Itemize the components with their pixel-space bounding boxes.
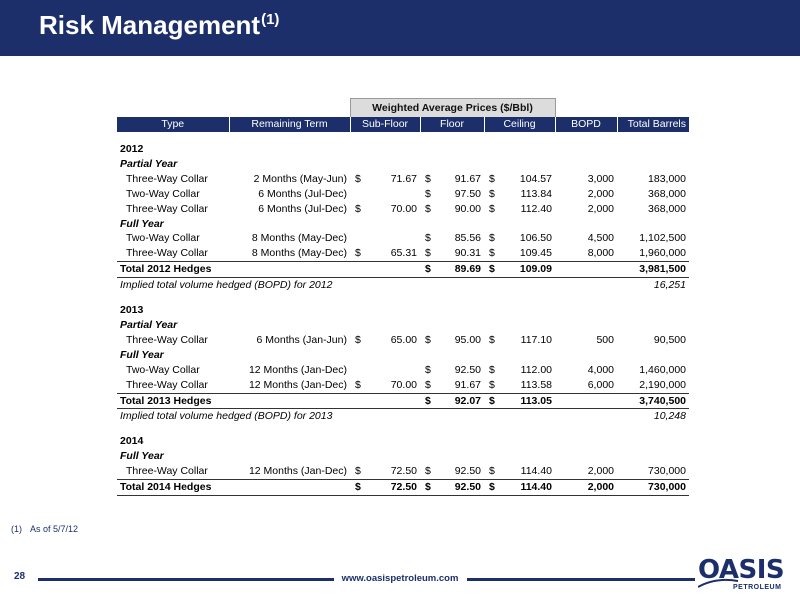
floor-cell — [420, 363, 484, 378]
year-label: 2013 — [120, 304, 144, 317]
bopd-cell: 2,000 — [587, 187, 614, 200]
remaining-term-cell: 2 Months (May-Jun) — [253, 172, 347, 185]
floor-cell — [420, 172, 484, 187]
cell-value: 117.10 — [520, 333, 552, 346]
floor-cell — [420, 480, 484, 496]
remaining-term-cell: 8 Months (May-Dec) — [251, 247, 347, 260]
cell-value: 92.50 — [454, 481, 481, 494]
currency-symbol: $ — [489, 172, 495, 185]
bopd-cell: 3,000 — [587, 172, 614, 185]
currency-symbol: $ — [425, 333, 431, 346]
cell-value: 112.00 — [520, 363, 552, 376]
currency-symbol: $ — [425, 481, 431, 494]
section-label: Full Year — [120, 450, 164, 463]
logo-wordmark: OASIS — [698, 555, 785, 585]
implied-volume-row — [117, 278, 689, 293]
total-barrels-cell: 1,460,000 — [639, 363, 686, 376]
section-heading-row — [117, 318, 689, 333]
cell-value: 91.67 — [454, 378, 481, 391]
table-row — [117, 231, 689, 246]
column-header-bopd: BOPD — [555, 117, 617, 132]
ceiling-cell — [484, 464, 555, 479]
bopd-cell: 2,000 — [587, 202, 614, 215]
currency-symbol: $ — [425, 363, 431, 376]
bopd-cell: 6,000 — [587, 378, 614, 391]
currency-symbol: $ — [489, 202, 495, 215]
bopd-cell: 500 — [596, 333, 614, 346]
hedge-table-body — [117, 132, 689, 495]
column-header-ceiling: Ceiling — [484, 117, 555, 132]
table-row — [117, 246, 689, 261]
total-hedges-row — [117, 262, 689, 278]
section-label: Full Year — [120, 348, 164, 361]
total-barrels-cell: 90,500 — [653, 333, 686, 346]
bopd-cell — [555, 393, 617, 409]
cell-value: 91.67 — [454, 172, 481, 185]
footer-website: www.oasispetroleum.com — [341, 573, 459, 584]
sub-floor-cell — [350, 231, 420, 246]
ceiling-cell — [484, 172, 555, 187]
cell-value: 65.00 — [390, 333, 417, 346]
table-row — [117, 333, 689, 348]
table-row — [117, 363, 689, 378]
table-row — [117, 464, 689, 479]
sub-floor-cell — [350, 333, 420, 348]
cell-value: 109.45 — [519, 247, 552, 260]
year-label: 2012 — [120, 143, 144, 155]
currency-symbol: $ — [489, 363, 495, 376]
currency-symbol: $ — [489, 232, 495, 245]
title-footnote-marker: (1) — [261, 11, 280, 28]
bopd-cell: 4,500 — [587, 232, 614, 245]
section-label: Full Year — [120, 217, 164, 230]
currency-symbol: $ — [425, 232, 431, 245]
ceiling-cell — [484, 246, 555, 261]
section-heading-row — [117, 449, 689, 464]
sub-floor-cell — [350, 363, 420, 378]
cell-value: 90.31 — [454, 247, 481, 260]
bopd-cell: 4,000 — [587, 363, 614, 376]
ceiling-cell — [484, 231, 555, 246]
floor-cell — [420, 187, 484, 202]
sub-floor-cell — [350, 246, 420, 261]
cell-value: 85.56 — [454, 232, 481, 245]
hedge-table-container — [117, 98, 686, 496]
cell-value: 89.69 — [454, 263, 481, 276]
bopd-cell — [555, 262, 617, 278]
total-label: Total 2012 Hedges — [117, 262, 350, 278]
year-heading-row — [117, 434, 689, 449]
section-label: Partial Year — [120, 157, 178, 170]
logo-swoosh-icon — [698, 575, 738, 591]
cell-value: 109.09 — [519, 263, 552, 276]
year-heading-row — [117, 303, 689, 318]
column-header-total-barrels: Total Barrels — [617, 117, 689, 132]
table-row — [117, 187, 689, 202]
implied-value: 10,248 — [653, 410, 686, 423]
section-label: Partial Year — [120, 318, 178, 331]
bopd-cell: 2,000 — [587, 465, 614, 478]
ceiling-cell — [484, 202, 555, 217]
ceiling-cell — [484, 480, 555, 496]
implied-label: Implied total volume hedged (BOPD) for 2013 — [120, 410, 333, 423]
cell-value: 70.00 — [390, 378, 417, 391]
total-barrels-cell: 730,000 — [617, 480, 689, 496]
sub-floor-cell — [350, 393, 420, 409]
sub-floor-cell — [350, 262, 420, 278]
total-hedges-row — [117, 480, 689, 496]
cell-value: 71.67 — [390, 172, 417, 185]
implied-value: 16,251 — [653, 279, 686, 292]
cell-value: 92.50 — [454, 363, 481, 376]
currency-symbol: $ — [355, 333, 361, 346]
currency-symbol: $ — [425, 465, 431, 478]
remaining-term-cell: 6 Months (Jan-Jun) — [256, 333, 347, 346]
floor-cell — [420, 262, 484, 278]
oasis-logo-icon — [698, 557, 794, 595]
floor-cell — [420, 333, 484, 348]
ceiling-cell — [484, 187, 555, 202]
total-barrels-cell: 368,000 — [648, 202, 686, 215]
price-group-header-row — [117, 99, 689, 118]
sub-floor-cell — [350, 480, 420, 496]
cell-value: 72.50 — [390, 481, 417, 494]
currency-symbol: $ — [489, 247, 495, 260]
column-header-floor: Floor — [420, 117, 484, 132]
currency-symbol: $ — [425, 172, 431, 185]
cell-value: 97.50 — [454, 187, 481, 200]
remaining-term-cell: 8 Months (May-Dec) — [251, 232, 347, 245]
total-label: Total 2013 Hedges — [117, 393, 350, 409]
cell-value: 92.50 — [454, 465, 481, 478]
hedge-table — [117, 98, 689, 496]
currency-symbol: $ — [425, 187, 431, 200]
spacer-row — [117, 293, 689, 303]
remaining-term-cell: 12 Months (Jan-Dec) — [248, 378, 347, 391]
total-barrels-cell: 368,000 — [648, 187, 686, 200]
type-cell: Two-Way Collar — [126, 232, 200, 245]
cell-value: 90.00 — [454, 202, 481, 215]
footer-rule-right — [467, 578, 695, 581]
cell-value: 112.40 — [520, 202, 552, 215]
currency-symbol: $ — [489, 465, 495, 478]
floor-cell — [420, 202, 484, 217]
footer-rule-left — [38, 578, 334, 581]
type-cell: Two-Way Collar — [126, 187, 200, 200]
footnote-marker: (1) — [11, 524, 22, 534]
currency-symbol: $ — [489, 187, 495, 200]
page-title-text: Risk Management — [39, 10, 261, 40]
type-cell: Three-Way Collar — [126, 202, 208, 215]
currency-symbol: $ — [425, 394, 431, 407]
currency-symbol: $ — [489, 333, 495, 346]
cell-value: 106.50 — [519, 232, 552, 245]
currency-symbol: $ — [355, 481, 361, 494]
bopd-cell: 8,000 — [587, 247, 614, 260]
footnote — [11, 524, 78, 534]
footnote-text: As of 5/7/12 — [30, 524, 79, 534]
type-cell: Three-Way Collar — [126, 172, 208, 185]
remaining-term-cell: 12 Months (Jan-Dec) — [248, 465, 347, 478]
total-barrels-cell: 1,102,500 — [639, 232, 686, 245]
spacer-row — [117, 424, 689, 434]
section-heading-row — [117, 217, 689, 232]
ceiling-cell — [484, 333, 555, 348]
total-barrels-cell: 183,000 — [648, 172, 686, 185]
cell-value: 114.40 — [520, 465, 552, 478]
type-cell: Two-Way Collar — [126, 363, 200, 376]
page-title — [39, 10, 279, 41]
ceiling-cell — [484, 393, 555, 409]
total-label: Total 2014 Hedges — [117, 480, 350, 496]
table-row — [117, 202, 689, 217]
floor-cell — [420, 393, 484, 409]
logo-subtitle: PETROLEUM — [733, 584, 782, 591]
bopd-cell: 2,000 — [555, 480, 617, 496]
ceiling-cell — [484, 262, 555, 278]
currency-symbol: $ — [489, 263, 495, 276]
type-cell: Three-Way Collar — [126, 378, 208, 391]
sub-floor-cell — [350, 464, 420, 479]
currency-symbol: $ — [425, 202, 431, 215]
sub-floor-cell — [350, 378, 420, 393]
total-barrels-cell: 3,740,500 — [617, 393, 689, 409]
cell-value: 92.07 — [454, 394, 481, 407]
type-cell: Three-Way Collar — [126, 465, 208, 478]
title-bar — [0, 0, 800, 56]
currency-symbol: $ — [355, 202, 361, 215]
remaining-term-cell: 6 Months (Jul-Dec) — [258, 202, 347, 215]
cell-value: 95.00 — [454, 333, 481, 346]
column-header-type: Type — [117, 117, 229, 132]
type-cell: Three-Way Collar — [126, 247, 208, 260]
currency-symbol: $ — [489, 481, 495, 494]
spacer-row — [117, 132, 689, 142]
sub-floor-cell — [350, 187, 420, 202]
floor-cell — [420, 378, 484, 393]
sub-floor-cell — [350, 172, 420, 187]
ceiling-cell — [484, 378, 555, 393]
column-header-row — [117, 117, 689, 132]
total-barrels-cell: 2,190,000 — [639, 378, 686, 391]
cell-value: 113.84 — [520, 187, 552, 200]
table-row — [117, 172, 689, 187]
currency-symbol: $ — [355, 378, 361, 391]
floor-cell — [420, 231, 484, 246]
ceiling-cell — [484, 363, 555, 378]
currency-symbol: $ — [355, 465, 361, 478]
floor-cell — [420, 246, 484, 261]
implied-label: Implied total volume hedged (BOPD) for 2012 — [120, 279, 333, 292]
cell-value: 70.00 — [390, 202, 417, 215]
cell-value: 65.31 — [390, 247, 417, 260]
total-barrels-cell: 730,000 — [648, 465, 686, 478]
currency-symbol: $ — [425, 378, 431, 391]
currency-symbol: $ — [355, 247, 361, 260]
floor-cell — [420, 464, 484, 479]
currency-symbol: $ — [425, 247, 431, 260]
total-hedges-row — [117, 393, 689, 409]
remaining-term-cell: 6 Months (Jul-Dec) — [258, 187, 347, 200]
implied-volume-row — [117, 409, 689, 424]
year-heading-row — [117, 142, 689, 157]
cell-value: 113.05 — [520, 394, 552, 407]
column-header-remaining-term: Remaining Term — [229, 117, 350, 132]
weighted-average-prices-header: Weighted Average Prices ($/Bbl) — [350, 99, 555, 118]
currency-symbol: $ — [489, 394, 495, 407]
table-row — [117, 378, 689, 393]
total-barrels-cell: 1,960,000 — [639, 247, 686, 260]
total-barrels-cell: 3,981,500 — [617, 262, 689, 278]
cell-value: 72.50 — [390, 465, 417, 478]
section-heading-row — [117, 348, 689, 363]
remaining-term-cell: 12 Months (Jan-Dec) — [248, 363, 347, 376]
type-cell: Three-Way Collar — [126, 333, 208, 346]
sub-floor-cell — [350, 202, 420, 217]
column-header-sub-floor: Sub-Floor — [350, 117, 420, 132]
year-label: 2014 — [120, 435, 144, 448]
section-heading-row — [117, 157, 689, 172]
cell-value: 113.58 — [520, 378, 552, 391]
page-number: 28 — [14, 571, 26, 582]
cell-value: 104.57 — [519, 172, 552, 185]
currency-symbol: $ — [489, 378, 495, 391]
currency-symbol: $ — [355, 172, 361, 185]
currency-symbol: $ — [425, 263, 431, 276]
cell-value: 114.40 — [520, 481, 552, 494]
